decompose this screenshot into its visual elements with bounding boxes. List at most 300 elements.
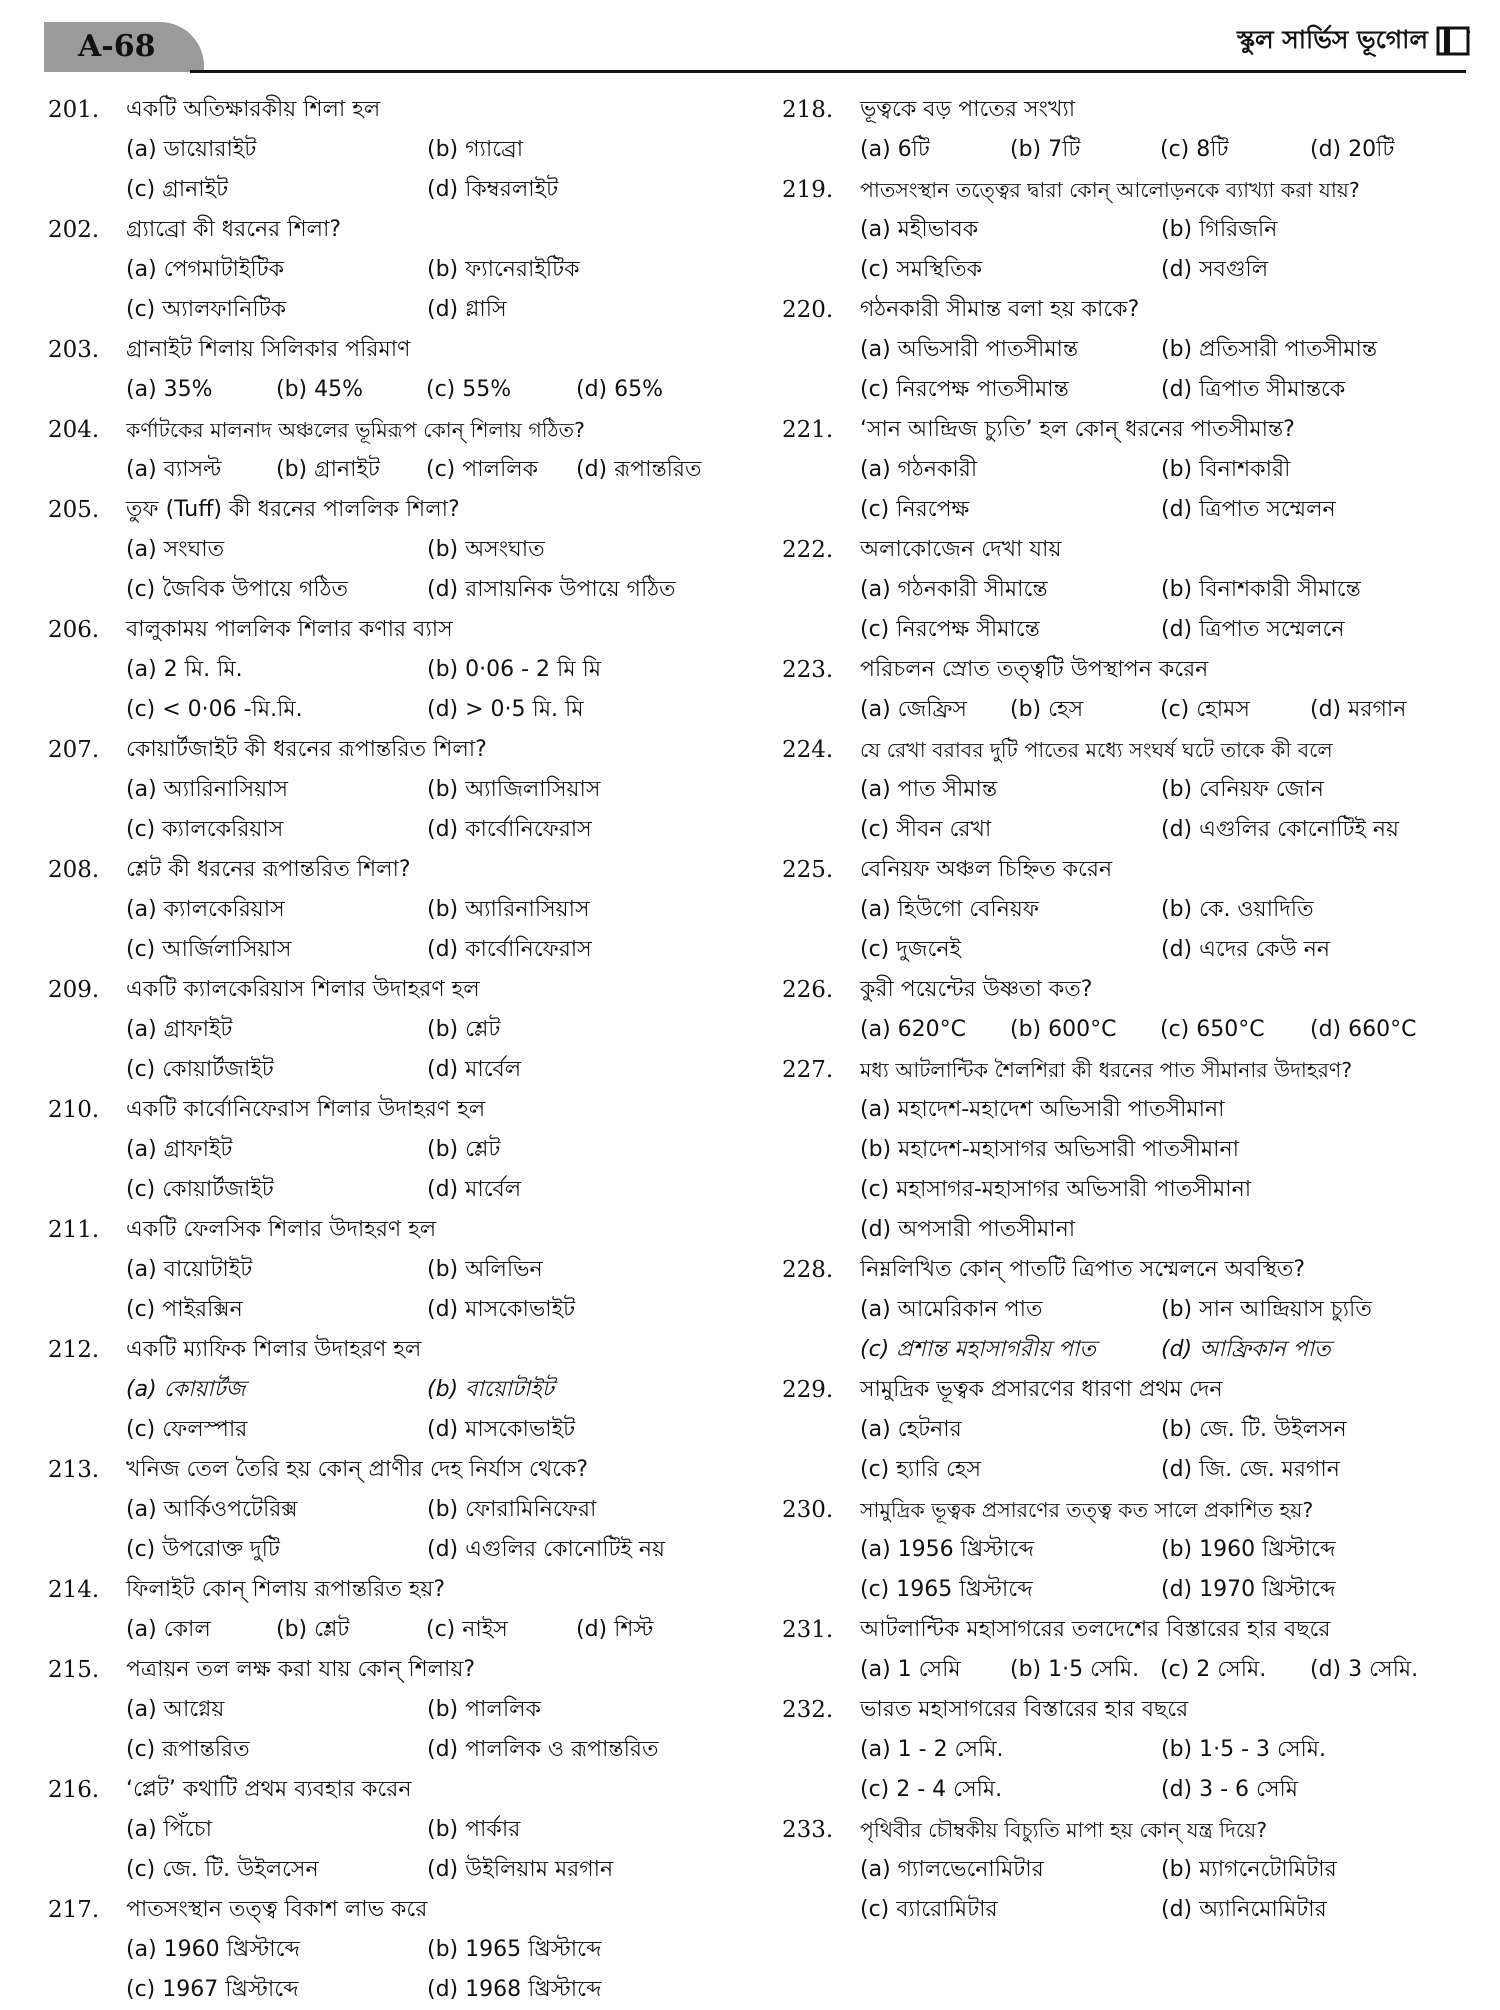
question-220	[782, 290, 1462, 410]
option-c: (c) সীবন রেখা	[860, 817, 992, 842]
option-c: (c) জে. টি. উইলসেন	[126, 1857, 319, 1882]
question-line	[48, 210, 728, 250]
question-228	[782, 1250, 1462, 1370]
option-c: (c) সমস্থিতিক	[860, 257, 983, 282]
option-d: (d) 1968 খ্রিস্টাব্দে	[427, 1977, 602, 2002]
question-number: 218.	[782, 97, 834, 123]
option-d: (d) কার্বোনিফেরাস	[427, 817, 592, 842]
option-a: (a) 6টি	[860, 137, 930, 162]
options-row	[860, 1090, 1462, 1130]
question-number: 201.	[48, 97, 100, 123]
option-b: (b) হেস	[1010, 697, 1084, 722]
option-a: (a) হেটনার	[860, 1417, 962, 1442]
question-text: ‘সান আন্দ্রিজ চ্যুতি’ হল কোন্ ধরনের পাতসীমান্ত?	[860, 417, 1295, 442]
options-row	[860, 370, 1462, 410]
question-221	[782, 410, 1462, 530]
option-c: (c) 650°C	[1160, 1017, 1265, 1042]
question-number: 215.	[48, 1657, 100, 1683]
question-225	[782, 850, 1462, 970]
question-number: 230.	[782, 1497, 834, 1523]
option-b: (b) শ্লেট	[276, 1617, 350, 1642]
option-a: (a) গ্যালভেনোমিটার	[860, 1857, 1044, 1882]
question-216	[48, 1770, 728, 1890]
question-text: গ্রানাইট শিলায় সিলিকার পরিমাণ	[126, 337, 411, 362]
question-number: 225.	[782, 857, 834, 883]
options	[48, 1370, 728, 1450]
question-217	[48, 1890, 728, 2010]
option-b: (b) গ্যাব্রো	[427, 137, 524, 162]
question-number: 220.	[782, 297, 834, 323]
option-a: (a) 1960 খ্রিস্টাব্দে	[126, 1937, 300, 1962]
options-row	[126, 250, 728, 290]
question-line	[48, 970, 728, 1010]
option-d: (d) পাললিক ও রূপান্তরিত	[427, 1737, 659, 1762]
options-row	[126, 1050, 728, 1090]
options-row	[126, 1170, 728, 1210]
option-a: (a) ক্যালকেরিয়াস	[126, 897, 285, 922]
question-204	[48, 410, 728, 490]
option-c: (c) 1967 খ্রিস্টাব্দে	[126, 1977, 299, 2002]
option-c: (c) অ্যালফানিটিক	[126, 297, 287, 322]
question-number: 226.	[782, 977, 834, 1003]
question-text: কুরী পয়েন্টের উষ্ণতা কত?	[860, 977, 1093, 1002]
options	[48, 1250, 728, 1330]
book-title: স্কুল সার্ভিস ভূগোল	[1236, 25, 1428, 54]
options	[48, 1490, 728, 1570]
option-d: (d) 3 - 6 সেমি	[1161, 1777, 1299, 1802]
options	[48, 530, 728, 610]
option-a: (a) 1 - 2 সেমি.	[860, 1737, 1004, 1762]
question-number: 206.	[48, 617, 100, 643]
option-b: (b) বায়োটাইট	[427, 1377, 554, 1402]
options-row	[860, 1650, 1462, 1690]
option-b: (b) গিরিজনি	[1161, 217, 1278, 242]
option-c: (c) নিরপেক্ষ	[860, 497, 970, 522]
options-row	[860, 1770, 1462, 1810]
option-c: (c) পাললিক	[426, 457, 539, 482]
option-d: (d) ত্রিপাত সম্মেলন	[1161, 497, 1336, 522]
question-text: তুফ (Tuff) কী ধরনের পাললিক শিলা?	[126, 497, 460, 522]
question-231	[782, 1610, 1462, 1690]
options-row	[860, 1010, 1462, 1050]
options	[48, 770, 728, 850]
question-line	[782, 1810, 1462, 1850]
question-227	[782, 1050, 1462, 1250]
options-row	[860, 770, 1462, 810]
options	[782, 890, 1462, 970]
question-line	[48, 1090, 728, 1130]
option-c: (c) কোয়ার্টজাইট	[126, 1177, 274, 1202]
question-text: ‘প্লেট’ কথাটি প্রথম ব্যবহার করেন	[126, 1777, 412, 1802]
question-line	[48, 1890, 728, 1930]
question-text: একটি ম্যাফিক শিলার উদাহরণ হল	[126, 1337, 422, 1362]
question-number: 212.	[48, 1337, 100, 1363]
options-row	[126, 1730, 728, 1770]
option-a: (a) গ্রাফাইট	[126, 1137, 233, 1162]
options	[782, 570, 1462, 650]
question-number: 205.	[48, 497, 100, 523]
options-row	[126, 1290, 728, 1330]
option-d: (d) সবগুলি	[1161, 257, 1269, 282]
option-a: (a) কোয়ার্টজ	[126, 1377, 246, 1402]
options-row	[126, 930, 728, 970]
options-row	[126, 170, 728, 210]
question-number: 231.	[782, 1617, 834, 1643]
option-d: (d) অপসারী পাতসীমানা	[860, 1217, 1076, 1242]
options	[48, 650, 728, 730]
option-b: (b) 1·5 - 3 সেমি.	[1161, 1737, 1326, 1762]
option-a: (a) পিঁচো	[126, 1817, 212, 1842]
option-b: (b) শ্লেট	[427, 1137, 501, 1162]
question-line	[782, 730, 1462, 770]
options-row	[126, 1370, 728, 1410]
option-c: (c) < 0·06 -মি.মি.	[126, 697, 303, 722]
question-line	[782, 1490, 1462, 1530]
option-b: (b) পাললিক	[427, 1697, 541, 1722]
question-line	[48, 1650, 728, 1690]
option-b: (b) 600°C	[1010, 1017, 1117, 1042]
header-rule	[190, 70, 1466, 73]
question-211	[48, 1210, 728, 1330]
question-text: পাতসংস্থান তত্ত্ব বিকাশ লাভ করে	[126, 1897, 428, 1922]
option-b: (b) সান আন্দ্রিয়াস চ্যুতি	[1161, 1297, 1372, 1322]
option-b: (b) 1965 খ্রিস্টাব্দে	[427, 1937, 602, 1962]
option-b: (b) বিনাশকারী	[1161, 457, 1291, 482]
question-line	[782, 1050, 1462, 1090]
question-number: 224.	[782, 737, 834, 763]
option-a: (a) জেফ্রিস	[860, 697, 967, 722]
question-line	[48, 90, 728, 130]
option-d: (d) ত্রিপাত সম্মেলনে	[1161, 617, 1345, 642]
question-text: বালুকাময় পাললিক শিলার কণার ব্যাস	[126, 617, 453, 642]
option-d: (d) মাসকোভাইট	[427, 1297, 576, 1322]
question-line	[48, 410, 728, 450]
option-b: (b) ফোরামিনিফেরা	[427, 1497, 597, 1522]
question-text: একটি অতিক্ষারকীয় শিলা হল	[126, 97, 381, 122]
options-row	[860, 1130, 1462, 1170]
question-line	[782, 1370, 1462, 1410]
question-text: অলাকোজেন দেখা যায়	[860, 537, 1062, 562]
question-215	[48, 1650, 728, 1770]
question-line	[782, 1610, 1462, 1650]
question-229	[782, 1370, 1462, 1490]
options	[782, 1530, 1462, 1610]
question-226	[782, 970, 1462, 1050]
option-a: (a) গঠনকারী সীমান্তে	[860, 577, 1048, 602]
options	[48, 1010, 728, 1090]
options-row	[126, 1010, 728, 1050]
question-number: 208.	[48, 857, 100, 883]
option-d: (d) 3 সেমি.	[1310, 1657, 1419, 1682]
options	[48, 1930, 728, 2010]
option-a: (a) পাত সীমান্ত	[860, 777, 998, 802]
option-d: (d) শিস্ট	[576, 1617, 654, 1642]
question-text: কর্ণাটকের মালনাদ অঞ্চলের ভূমিরূপ কোন্ শিলায় গঠিত?	[126, 418, 585, 442]
option-d: (d) 65%	[576, 377, 664, 402]
question-text: সামুদ্রিক ভূত্বক প্রসারণের ধারণা প্রথম দেন	[860, 1377, 1223, 1402]
question-text: একটি ফেলসিক শিলার উদাহরণ হল	[126, 1217, 437, 1242]
options	[782, 1410, 1462, 1490]
options-row	[860, 1890, 1462, 1930]
option-c: (c) মহাসাগর-মহাসাগর অভিসারী পাতসীমানা	[860, 1177, 1252, 1202]
question-number: 214.	[48, 1577, 100, 1603]
option-c: (c) ক্যালকেরিয়াস	[126, 817, 284, 842]
options	[782, 330, 1462, 410]
option-b: (b) বেনিয়ফ জোন	[1161, 777, 1324, 802]
option-b: (b) 1960 খ্রিস্টাব্দে	[1161, 1537, 1336, 1562]
question-text: একটি কার্বোনিফেরাস শিলার উদাহরণ হল	[126, 1097, 486, 1122]
options	[48, 1610, 728, 1650]
options-row	[126, 290, 728, 330]
question-223	[782, 650, 1462, 730]
options-row	[126, 1530, 728, 1570]
options-row	[126, 1610, 728, 1650]
question-text: গ্র্যাব্রো কী ধরনের শিলা?	[126, 217, 342, 242]
option-c: (c) প্রশান্ত মহাসাগরীয় পাত	[860, 1337, 1096, 1362]
options	[48, 1690, 728, 1770]
option-a: (a) হিউগো বেনিয়ফ	[860, 897, 1039, 922]
options	[48, 1810, 728, 1890]
question-number: 227.	[782, 1057, 834, 1083]
question-text: সামুদ্রিক ভূত্বক প্রসারণের তত্ত্ব কত সালে প্রকাশিত হয়?	[860, 1498, 1314, 1522]
option-d: (d) আফ্রিকান পাত	[1161, 1337, 1331, 1362]
question-text: আটলান্টিক মহাসাগরের তলদেশের বিস্তারের হার বছরে	[860, 1617, 1331, 1642]
option-a: (a) আর্কিওপটেরিক্স	[126, 1497, 298, 1522]
option-a: (a) গ্রাফাইট	[126, 1017, 233, 1042]
question-line	[48, 490, 728, 530]
option-a: (a) ব্যাসল্ট	[126, 457, 222, 482]
question-232	[782, 1690, 1462, 1810]
options	[782, 1850, 1462, 1930]
question-text: খনিজ তেল তৈরি হয় কোন্ প্রাণীর দেহ নির্যাস থেকে?	[126, 1457, 589, 1482]
option-c: (c) নিরপেক্ষ সীমান্তে	[860, 617, 1040, 642]
option-d: (d) ত্রিপাত সীমান্তকে	[1161, 377, 1346, 402]
question-number: 221.	[782, 417, 834, 443]
option-d: (d) রাসায়নিক উপায়ে গঠিত	[427, 577, 676, 602]
option-c: (c) নিরপেক্ষ পাতসীমান্ত	[860, 377, 1069, 402]
option-d: (d) কিম্বরলাইট	[427, 177, 559, 202]
question-line	[48, 1570, 728, 1610]
question-number: 202.	[48, 217, 100, 243]
question-line	[48, 610, 728, 650]
options-row	[860, 890, 1462, 930]
option-c: (c) গ্রানাইট	[126, 177, 229, 202]
question-text: পৃথিবীর চৌম্বকীয় বিচ্যুতি মাপা হয় কোন্ যন্ত্র দিয়ে?	[860, 1818, 1268, 1842]
option-d: (d) 660°C	[1310, 1017, 1417, 1042]
option-c: (c) রূপান্তরিত	[126, 1737, 250, 1762]
question-233	[782, 1810, 1462, 1930]
option-d: (d) এগুলির কোনোটিই নয়	[427, 1537, 666, 1562]
question-line	[782, 170, 1462, 210]
options-row	[860, 1530, 1462, 1570]
options-row	[860, 490, 1462, 530]
option-b: (b) ম্যাগনেটোমিটার	[1161, 1857, 1337, 1882]
options-row	[126, 1490, 728, 1530]
options-row	[126, 1250, 728, 1290]
option-a: (a) পেগমাটাইটিক	[126, 257, 284, 282]
question-number: 217.	[48, 1897, 100, 1923]
question-text: বেনিয়ফ অঞ্চল চিহ্নিত করেন	[860, 857, 1113, 882]
question-text: ভূত্বকে বড় পাতের সংখ্যা	[860, 97, 1076, 122]
option-a: (a) মহীভাবক	[860, 217, 979, 242]
options-row	[126, 1130, 728, 1170]
question-210	[48, 1090, 728, 1210]
question-207	[48, 730, 728, 850]
option-d: (d) মরগান	[1310, 697, 1407, 722]
question-line	[782, 650, 1462, 690]
option-b: (b) অ্যারিনাসিয়াস	[427, 897, 590, 922]
option-d: (d) রূপান্তরিত	[576, 457, 702, 482]
option-b: (b) বিনাশকারী সীমান্তে	[1161, 577, 1361, 602]
option-a: (a) 2 মি. মি.	[126, 657, 243, 682]
question-number: 228.	[782, 1257, 834, 1283]
option-c: (c) উপরোক্ত দুটি	[126, 1537, 280, 1562]
question-number: 203.	[48, 337, 100, 363]
option-b: (b) অলিভিন	[427, 1257, 543, 1282]
options-row	[860, 1410, 1462, 1450]
options-row	[126, 650, 728, 690]
option-b: (b) অ্যাজিলাসিয়াস	[427, 777, 601, 802]
question-text: ভারত মহাসাগরের বিস্তারের হার বছরে	[860, 1697, 1189, 1722]
option-d: (d) 1970 খ্রিস্টাব্দে	[1161, 1577, 1336, 1602]
option-d: (d) মার্বেল	[427, 1177, 522, 1202]
question-214	[48, 1570, 728, 1650]
question-line	[782, 1690, 1462, 1730]
question-text: একটি ক্যালকেরিয়াস শিলার উদাহরণ হল	[126, 977, 480, 1002]
options-row	[860, 250, 1462, 290]
options-row	[126, 450, 728, 490]
options	[782, 1650, 1462, 1690]
options-row	[860, 1210, 1462, 1250]
options-row	[860, 690, 1462, 730]
right-column	[782, 90, 1462, 1930]
question-206	[48, 610, 728, 730]
options-row	[860, 1570, 1462, 1610]
option-b: (b) 0·06 - 2 মি মি	[427, 657, 602, 682]
options-row	[860, 1730, 1462, 1770]
options	[782, 1290, 1462, 1370]
option-c: (c) পাইরক্সিন	[126, 1297, 243, 1322]
option-a: (a) কোল	[126, 1617, 211, 1642]
option-c: (c) নাইস	[426, 1617, 508, 1642]
options-row	[126, 1810, 728, 1850]
option-a: (a) 1956 খ্রিস্টাব্দে	[860, 1537, 1034, 1562]
option-d: (d) > 0·5 মি. মি	[427, 697, 584, 722]
option-a: (a) বায়োটাইট	[126, 1257, 253, 1282]
options	[48, 1130, 728, 1210]
question-text: গঠনকারী সীমান্ত বলা হয় কাকে?	[860, 297, 1140, 322]
option-b: (b) অসংঘাত	[427, 537, 545, 562]
option-b: (b) কে. ওয়াদিতি	[1161, 897, 1314, 922]
question-number: 213.	[48, 1457, 100, 1483]
option-c: (c) ফেলস্পার	[126, 1417, 248, 1442]
question-number: 222.	[782, 537, 834, 563]
question-number: 219.	[782, 177, 834, 203]
options	[782, 130, 1462, 170]
option-b: (b) 1·5 সেমি.	[1010, 1657, 1140, 1682]
options-row	[126, 810, 728, 850]
options-row	[860, 330, 1462, 370]
options-row	[860, 130, 1462, 170]
question-201	[48, 90, 728, 210]
question-line	[48, 850, 728, 890]
option-c: (c) কোয়ার্টজাইট	[126, 1057, 274, 1082]
option-a: (a) আগ্নেয়	[126, 1697, 225, 1722]
question-209	[48, 970, 728, 1090]
option-b: (b) পার্কার	[427, 1817, 521, 1842]
question-line	[782, 410, 1462, 450]
options-row	[860, 1290, 1462, 1330]
left-column	[48, 90, 728, 2010]
question-line	[48, 1210, 728, 1250]
question-line	[782, 1250, 1462, 1290]
option-d: (d) মার্বেল	[427, 1057, 522, 1082]
option-d: (d) মাসকোভাইট	[427, 1417, 576, 1442]
question-number: 232.	[782, 1697, 834, 1723]
question-number: 209.	[48, 977, 100, 1003]
options-row	[860, 810, 1462, 850]
options	[48, 890, 728, 970]
question-202	[48, 210, 728, 330]
option-a: (a) গঠনকারী	[860, 457, 978, 482]
question-number: 204.	[48, 417, 100, 443]
option-b: (b) মহাদেশ-মহাসাগর অভিসারী পাতসীমানা	[860, 1137, 1240, 1162]
options	[782, 1730, 1462, 1810]
option-c: (c) 1965 খ্রিস্টাব্দে	[860, 1577, 1033, 1602]
question-number: 211.	[48, 1217, 100, 1243]
question-line	[782, 290, 1462, 330]
option-c: (c) 2 - 4 সেমি.	[860, 1777, 1003, 1802]
option-d: (d) গ্লাসি	[427, 297, 507, 322]
option-c: (c) আর্জিলাসিয়াস	[126, 937, 292, 962]
option-b: (b) 45%	[276, 377, 364, 402]
options-row	[860, 210, 1462, 250]
question-222	[782, 530, 1462, 650]
options-row	[126, 1850, 728, 1890]
option-a: (a) 620°C	[860, 1017, 966, 1042]
question-line	[782, 850, 1462, 890]
option-b: (b) জে. টি. উইলসন	[1161, 1417, 1347, 1442]
option-a: (a) 1 সেমি	[860, 1657, 961, 1682]
question-line	[782, 90, 1462, 130]
question-line	[48, 1770, 728, 1810]
question-text: পত্রায়ন তল লক্ষ করা যায় কোন্ শিলায়?	[126, 1657, 476, 1682]
option-a: (a) অ্যারিনাসিয়াস	[126, 777, 289, 802]
options	[782, 690, 1462, 730]
options-row	[126, 890, 728, 930]
options-row	[860, 1450, 1462, 1490]
options	[782, 1090, 1462, 1250]
option-d: (d) 20টি	[1310, 137, 1395, 162]
question-203	[48, 330, 728, 410]
question-213	[48, 1450, 728, 1570]
option-c: (c) 8টি	[1160, 137, 1229, 162]
options-row	[860, 570, 1462, 610]
page-number-tab: A-68	[44, 22, 204, 72]
options-row	[126, 1970, 728, 2010]
options-row	[860, 450, 1462, 490]
question-number: 233.	[782, 1817, 834, 1843]
question-212	[48, 1330, 728, 1450]
option-a: (a) আমেরিকান পাত	[860, 1297, 1043, 1322]
question-text: ফিলাইট কোন্ শিলায় রূপান্তরিত হয়?	[126, 1577, 446, 1602]
question-text: যে রেখা বরাবর দুটি পাতের মধ্যে সংঘর্ষ ঘটে তাকে কী বলে	[860, 738, 1333, 762]
options	[48, 250, 728, 330]
question-218	[782, 90, 1462, 170]
option-c: (c) হ্যারি হেস	[860, 1457, 981, 1482]
options	[48, 130, 728, 210]
options-row	[126, 370, 728, 410]
